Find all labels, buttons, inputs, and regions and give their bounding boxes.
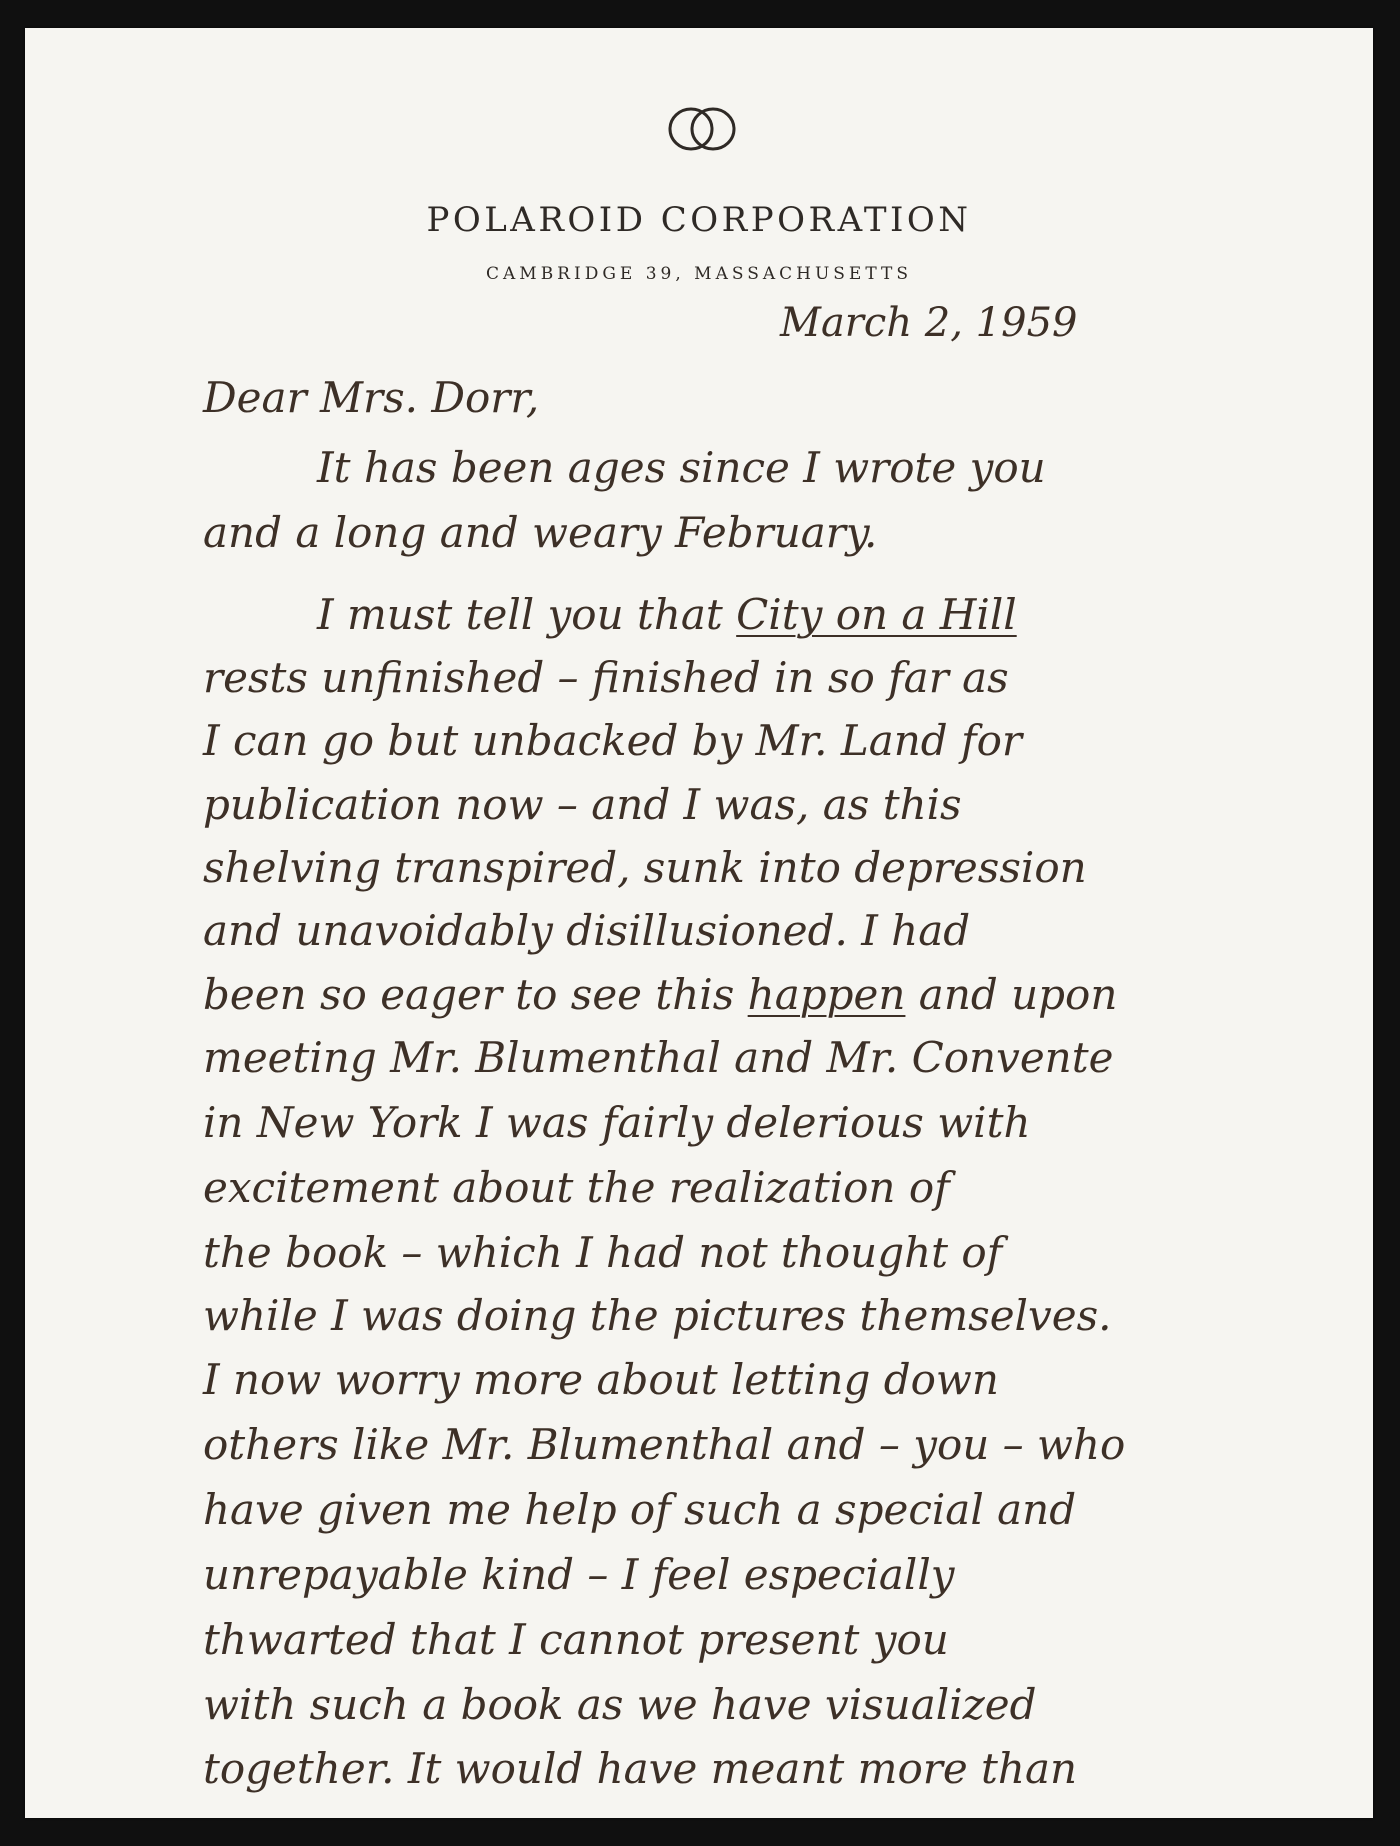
letter-line: others like Mr. Blumenthal and – you – who (203, 1420, 1126, 1469)
letter-sheet (25, 28, 1373, 1818)
letter-line: while I was doing the pictures themselves. (203, 1291, 1112, 1340)
letter-salutation: Dear Mrs. Dorr, (203, 373, 540, 422)
letter-line: rests unfinished – finished in so far as (203, 653, 1009, 702)
letter-line: and a long and weary February. (203, 508, 878, 557)
letterhead-company: POLAROID CORPORATION (426, 200, 972, 240)
letter-line: excitement about the realization of (203, 1163, 950, 1212)
letter-line: meeting Mr. Blumenthal and Mr. Convente (203, 1033, 1114, 1082)
book-title: City on a Hill (736, 590, 1017, 639)
letter-line: unrepayable kind – I feel especially (203, 1550, 955, 1599)
letterhead-address: CAMBRIDGE 39, MASSACHUSETTS (486, 264, 912, 284)
letter-line (203, 970, 1117, 1019)
letter-line-text: been so eager to see this (203, 970, 748, 1019)
letter-line: with such a book as we have visualized (203, 1680, 1037, 1729)
letter-line-text: I must tell you that (317, 590, 737, 639)
letter-line: publication now – and I was, as this (203, 780, 962, 829)
letter-line: the book – which I had not thought of (203, 1228, 1003, 1277)
polaroid-logo-icon (663, 105, 741, 153)
letter-line-text: and upon (905, 970, 1118, 1019)
letter-line: thwarted that I cannot present you (203, 1615, 949, 1664)
letter-line (317, 590, 1017, 639)
letter-line: together. It would have meant more than (203, 1744, 1078, 1793)
letter-line: It has been ages since I wrote you (317, 443, 1046, 492)
letter-line: and unavoidably disillusioned. I had (203, 906, 971, 955)
underlined-word: happen (747, 970, 906, 1019)
letter-date: March 2, 1959 (780, 300, 1078, 346)
letter-line: I now worry more about letting down (203, 1355, 999, 1404)
letter-line: have given me help of such a special and (203, 1485, 1077, 1534)
letter-line: in New York I was fairly delerious with (203, 1098, 1031, 1147)
letter-line: I can go but unbacked by Mr. Land for (203, 716, 1022, 765)
letter-line: shelving transpired, sunk into depression (203, 843, 1087, 892)
